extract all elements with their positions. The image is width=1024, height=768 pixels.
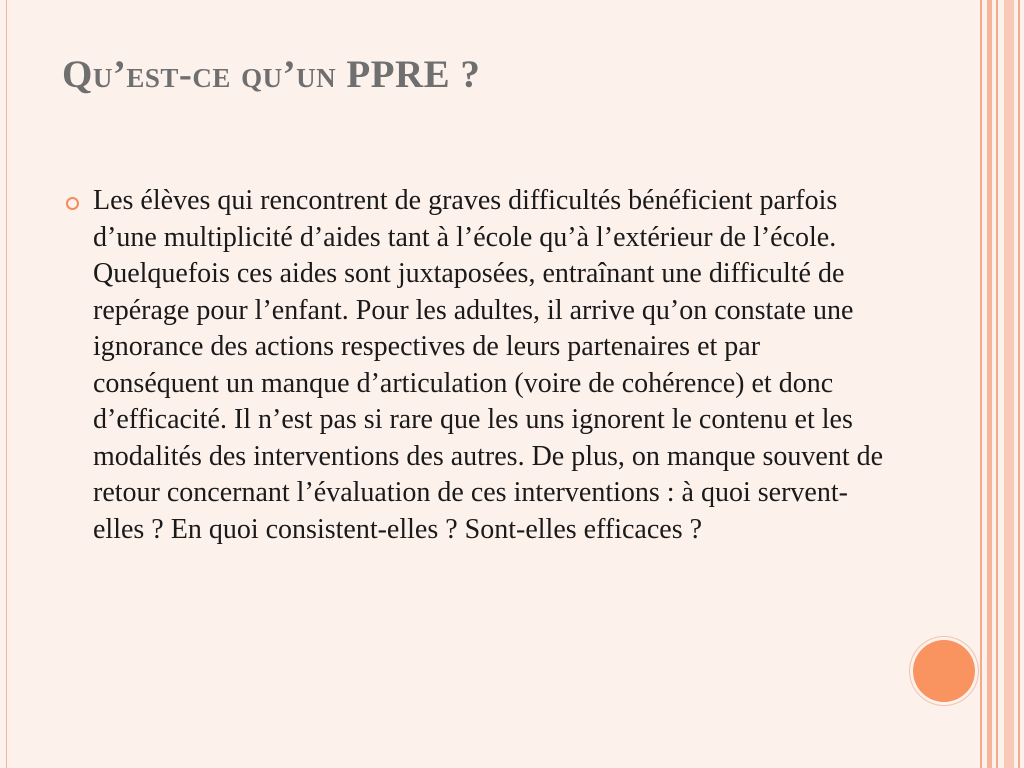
slide-title: Qu’est-ce qu’un PPRE ?	[62, 53, 481, 96]
right-border-stripe	[1004, 0, 1014, 768]
circle-bullet-icon	[66, 197, 79, 210]
right-border-stripe	[980, 0, 982, 768]
decorative-circle-icon	[913, 640, 975, 702]
right-border-stripe	[996, 0, 998, 768]
bullet-list	[62, 183, 892, 548]
right-border-stripe	[1018, 0, 1020, 768]
bullet-text: Les élèves qui rencontrent de graves difficultés bénéficient parfois d’une multiplicité d’aides tant à l’école qu’à l’extérieur de l’école. Quelquefois ces aides sont juxtaposées, entraînant une difficulté de repérage pour l’enfant. Pour les adultes, il arrive qu’on constate une ignorance des actions respectives de leurs partenaires et par conséquent un manque d’articulation (voire de cohérence) et donc d’efficacité. Il n’est pas si rare que les uns ignorent le contenu et les modalités des interventions des autres. De plus, on manque souvent de retour concernant l’évaluation de ces interventions : à quoi servent-elles ? En quoi consistent-elles ? Sont-elles efficaces ?	[93, 185, 884, 545]
right-border-stripe	[987, 0, 992, 768]
left-border-line	[6, 0, 7, 768]
bullet-item	[62, 183, 892, 548]
